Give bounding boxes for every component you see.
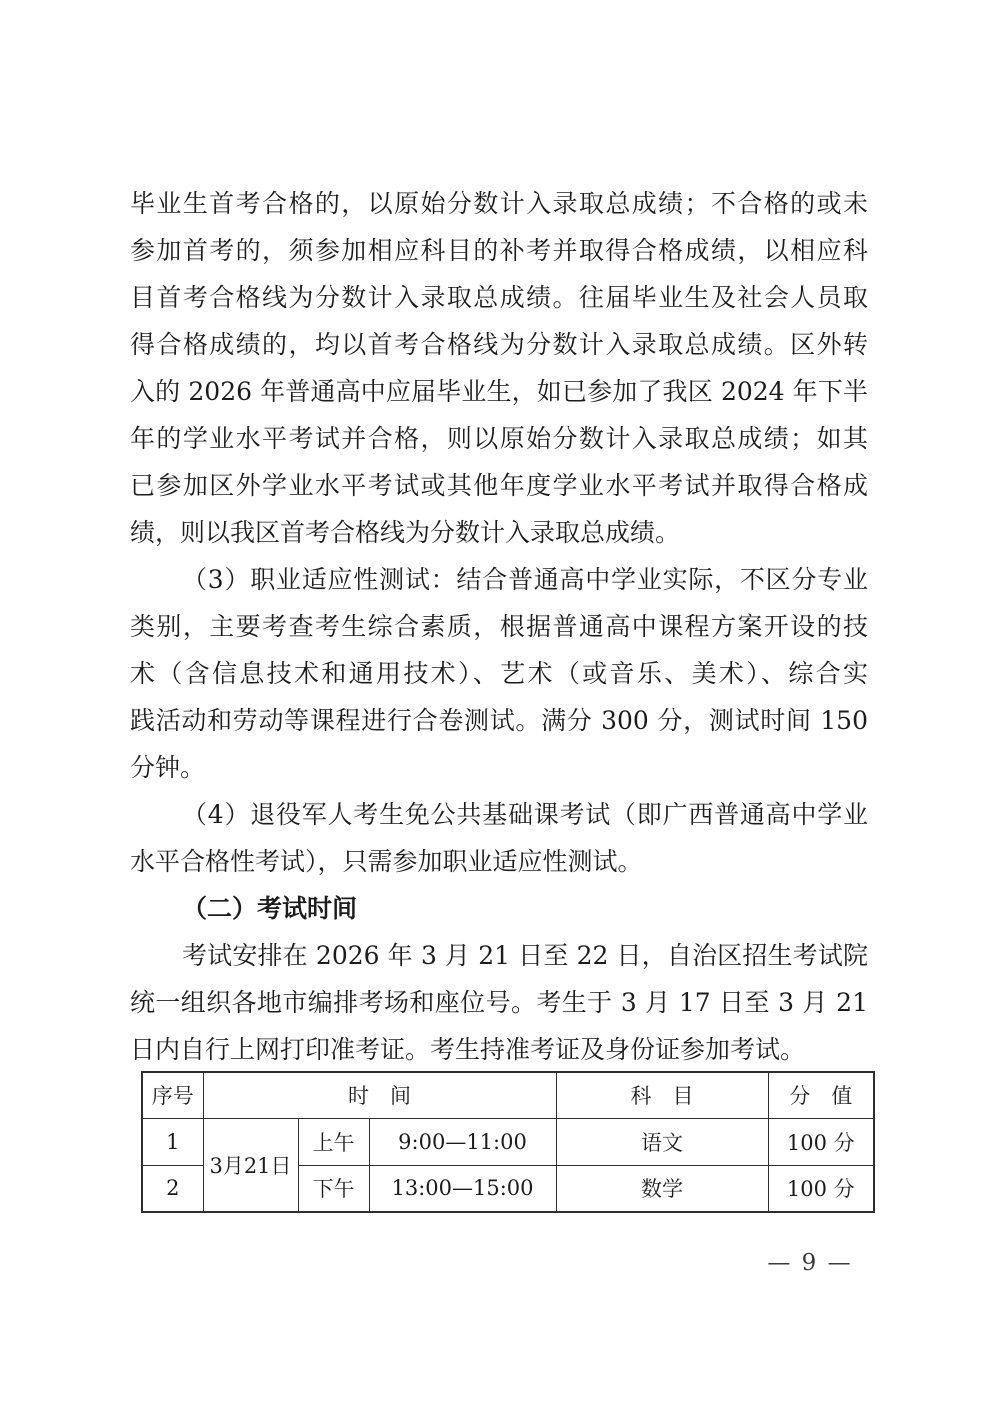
page-number: — 9 —: [767, 1250, 853, 1276]
cell-score: 100 分: [768, 1165, 874, 1212]
text-line: 分钟。: [130, 753, 206, 782]
text-line: 入的 2026 年普通高中应届毕业生，如已参加了我区 2024 年下半: [130, 377, 868, 406]
text-line: 目首考合格线为分数计入录取总成绩。往届毕业生及社会人员取: [130, 283, 868, 312]
cell-seq: 1: [142, 1118, 203, 1165]
cell-score: 100 分: [768, 1118, 874, 1165]
text-line: 水平合格性考试），只需参加职业适应性测试。: [130, 847, 643, 876]
cell-seq: 2: [142, 1165, 203, 1212]
text-line: 年的学业水平考试并合格，则以原始分数计入录取总成绩；如其: [130, 424, 868, 453]
text-line: 术（含信息技术和通用技术）、艺术（或音乐、美术）、综合实: [130, 659, 868, 688]
text-line: 日内自行上网打印准考证。考生持准考证及身份证参加考试。: [130, 1035, 806, 1064]
text-line: 践活动和劳动等课程进行合卷测试。满分 300 分，测试时间 150: [130, 706, 868, 735]
cell-range: 13:00—15:00: [369, 1165, 556, 1212]
table-row: [142, 1118, 874, 1165]
text-line: 绩，则以我区首考合格线为分数计入录取总成绩。: [130, 518, 681, 547]
text-line: 统一组织各地市编排考场和座位号。考生于 3 月 17 日至 3 月 21: [130, 988, 868, 1017]
text-line: 得合格成绩的，均以首考合格线为分数计入录取总成绩。区外转: [130, 330, 868, 359]
header-cell-score: 分 值: [768, 1072, 874, 1118]
body-text: [130, 180, 868, 1073]
text-line: （3）职业适应性测试：结合普通高中学业实际，不区分专业: [182, 565, 868, 594]
cell-subject: 数学: [556, 1165, 768, 1212]
cell-range: 9:00—11:00: [369, 1118, 556, 1165]
text-line: 参加首考的，须参加相应科目的补考并取得合格成绩，以相应科: [130, 236, 868, 265]
cell-date: 3月21日: [203, 1118, 298, 1212]
cell-session: 下午: [298, 1165, 369, 1212]
cell-session: 上午: [298, 1118, 369, 1165]
text-line: （4）退役军人考生免公共基础课考试（即广西普通高中学业: [182, 800, 868, 829]
exam-schedule-table: [141, 1071, 875, 1213]
header-cell-subject: 科 目: [556, 1072, 768, 1118]
text-line: 考试安排在 2026 年 3 月 21 日至 22 日，自治区招生考试院: [182, 941, 868, 970]
text-line: 类别，主要考查考生综合素质，根据普通高中课程方案开设的技: [130, 612, 868, 641]
text-line: 已参加区外学业水平考试或其他年度学业水平考试并取得合格成: [130, 471, 868, 500]
cell-subject: 语文: [556, 1118, 768, 1165]
table-header-row: [142, 1072, 874, 1118]
section-heading: （二）考试时间: [182, 894, 358, 923]
text-line: 毕业生首考合格的，以原始分数计入录取总成绩；不合格的或未: [130, 189, 868, 218]
header-cell-seq: 序号: [142, 1072, 203, 1118]
header-cell-time: 时 间: [203, 1072, 556, 1118]
